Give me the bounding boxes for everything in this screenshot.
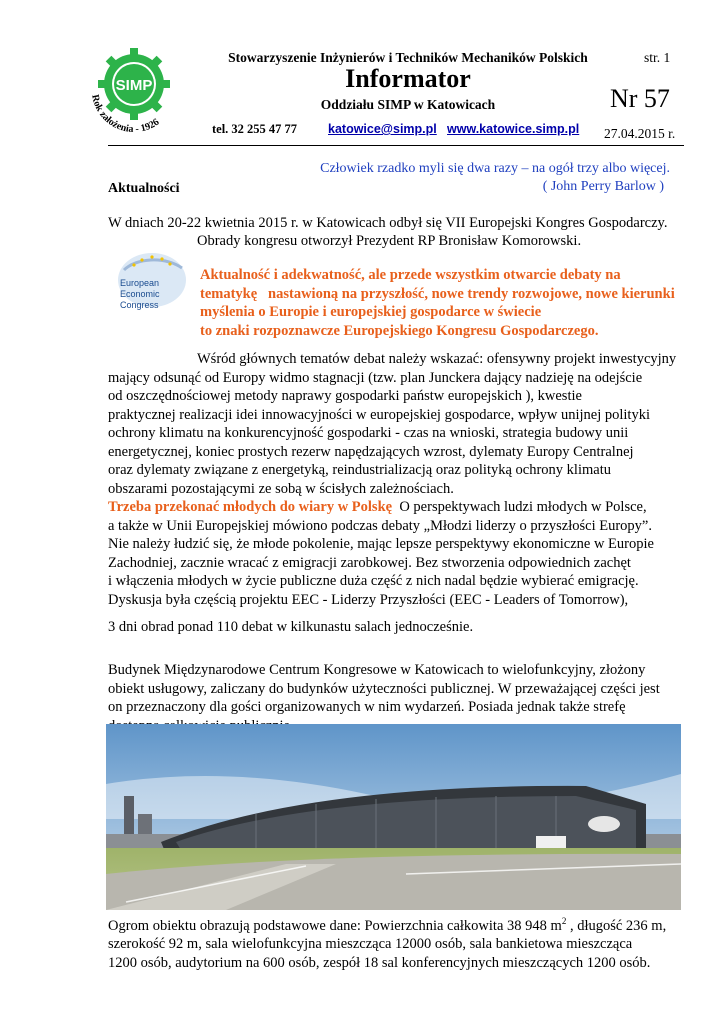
topics-line: od oszczędnościowej metody naprawy gospodarki państw europejskich ), kwestie [108, 388, 582, 404]
topics-line: praktycznej realizacji idei innowacyjności w europejskiej gospodarce, wpływ unijnej polityki [108, 406, 650, 423]
facts-superscript: 2 [561, 916, 567, 926]
section-title: Aktualności [108, 181, 180, 196]
youth-line: Nie należy łudzić się, że młode pokolenie, mając lepsze perspektywy ekonomiczne w Europie [108, 536, 654, 552]
youth-line: Zachodniej, zacznie wracać z emigracji zarobkowej. Bez stworzenia odpowiednich zachęt [108, 554, 631, 571]
youth-line-1-rest: O perspektywach ludzi młodych w Polsce, [392, 499, 647, 515]
header-divider [108, 145, 684, 146]
youth-line: Dyskusja była częścią projektu EEC - Liderzy Przyszłości (EEC - Leaders of Tomorrow), [108, 591, 629, 608]
building-line: on przeznaczony dla gości organizowanych w nim wydarzeń. Posiada jednak także strefę [108, 699, 626, 715]
branch-name: Oddziału SIMP w Katowicach [320, 97, 496, 112]
topics-line: Wśród głównych tematów debat należy wskazać: ofensywny projekt inwestycyjny [197, 351, 677, 367]
quote-text: Człowiek rzadko myli się dwa razy – na ogół trzy albo więcej. [320, 161, 670, 176]
topics-line: oraz dylematy związane z energetyką, reindustrializacją oraz polityką ochrony klimatu [108, 462, 611, 478]
topics-line: energetycznej, koniec prostych rezerw napędzających wzrost, dylematy Europy Centralnej [108, 443, 634, 460]
highlight-block [200, 266, 680, 340]
logo-text: SIMP [115, 77, 153, 94]
facts-line-1-end: , długość 236 m, [566, 917, 667, 934]
youth-line: i włączenia młodych w życie publiczne duża część z nich nadal będzie wybierać emigrację. [108, 573, 639, 589]
topics-paragraph [108, 350, 688, 498]
topics-line: obszarami pozostającymi ze sobą w ścisłych zależnościach. [108, 480, 454, 497]
organization-name: Stowarzyszenie Inżynierów i Techników Mechaników Polskich [228, 50, 588, 65]
building-line: Budynek Międzynarodowe Centrum Kongresowe w Katowicach to wielofunkcyjny, złożony [108, 662, 646, 678]
highlight-line: myślenia o Europie i europejskiej gospodarce w świecie [200, 304, 542, 320]
highlight-line: to znaki rozpoznawcze Europejskiego Kongresu Gospodarczego. [200, 322, 599, 339]
eec-logo [112, 250, 198, 322]
eec-logo-line-2: Economic [120, 289, 160, 299]
intro-line-1: W dniach 20-22 kwietnia 2015 r. w Katowicach odbył się VII Europejski Kongres Gospodarczy. [108, 215, 668, 231]
simp-logo [84, 40, 184, 140]
youth-paragraph [108, 498, 688, 609]
issue-date: 27.04.2015 r. [604, 126, 676, 141]
debates-line: 3 dni obrad ponad 110 debat w kilkunastu salach jednocześnie. [108, 619, 474, 635]
facts-line-1-start: Ogrom obiektu obrazują podstawowe dane: Powierzchnia całkowita 38 948 m [108, 917, 562, 934]
youth-lead: Trzeba przekonać młodych do wiary w Polskę [108, 499, 393, 515]
email-link[interactable]: katowice@simp.pl [328, 122, 437, 136]
phone-number: tel. 32 255 47 77 [212, 122, 298, 136]
eec-logo-line-1: European [120, 278, 160, 288]
facts-line: szerokość 92 m, sala wielofunkcyjna mieszcząca 12000 osób, sala bankietowa mieszcząca [108, 936, 633, 953]
intro-line-2: Obrady kongresu otworzył Prezydent RP Bronisław Komorowski. [197, 233, 582, 249]
congress-centre-photo [106, 724, 681, 910]
topics-line: ochrony klimatu na konkurencyjność gospodarki - czas na wnioski, strategia budowy unii [108, 425, 629, 441]
topics-line: mający odsunąć od Europy widmo stagnacji (tzw. plan Junckera dający nadzieję na odejście [108, 369, 643, 386]
eec-logo-line-3: Congress [120, 300, 159, 310]
highlight-line: tematykę nastawioną na przyszłość, nowe trendy rozwojowe, nowe kierunki [200, 285, 675, 302]
youth-line: a także w Unii Europejskiej mówiono podczas debaty „Młodzi liderzy o przyszłości Europy”. [108, 517, 652, 534]
quote-author: ( John Perry Barlow ) [542, 179, 664, 194]
logo-ring-text: Rok założenia - 1926 [89, 93, 162, 136]
newsletter-title: Informator [345, 64, 471, 93]
facts-paragraph [108, 912, 688, 972]
issue-number: Nr 57 [610, 84, 670, 113]
facts-line: 1200 osób, audytorium na 600 osób, zespół 18 sal konferencyjnych mieszczących 1200 osób. [108, 954, 651, 971]
page-number: str. 1 [644, 50, 671, 65]
quote [220, 160, 670, 196]
highlight-line: Aktualność i adekwatność, ale przede wszystkim otwarcie debaty na [200, 267, 621, 283]
building-line: obiekt usługowy, zaliczany do budynków użyteczności publicznej. W przeważającej części jest [108, 680, 660, 697]
website-link[interactable]: www.katowice.simp.pl [447, 122, 580, 136]
